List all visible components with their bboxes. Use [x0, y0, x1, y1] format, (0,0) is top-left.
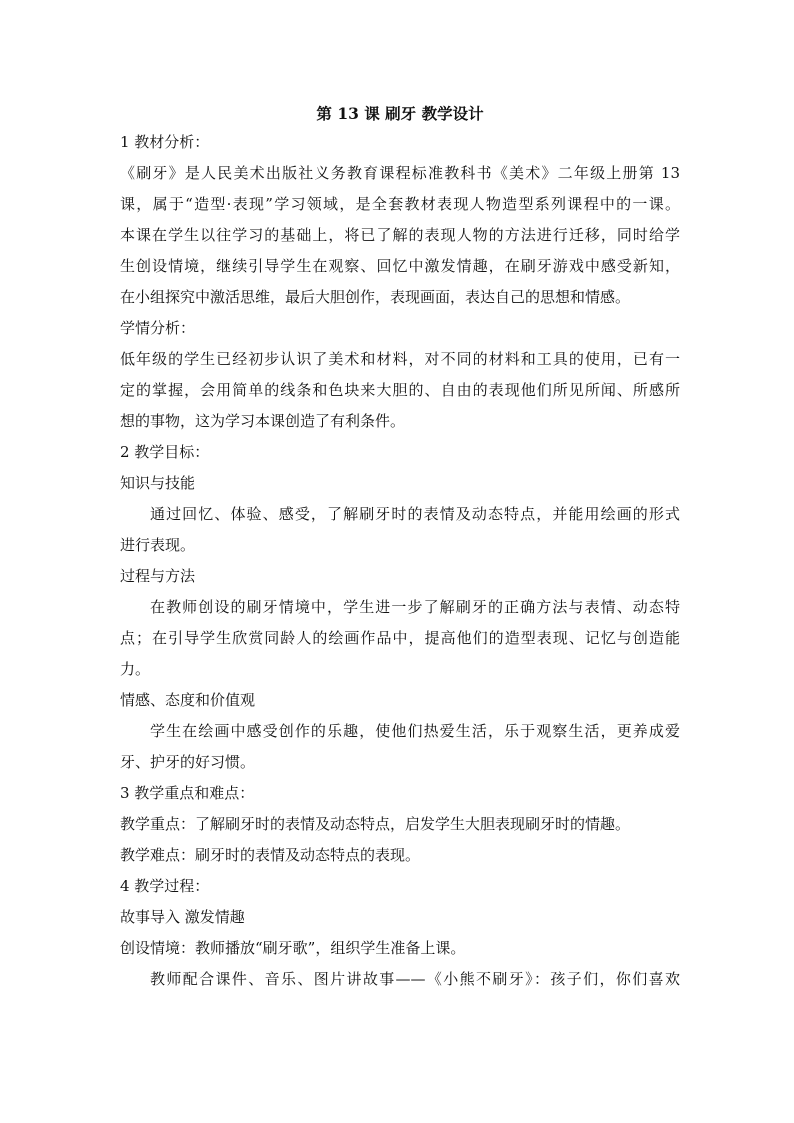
text-line: 定的掌握，会用简单的线条和色块来大胆的、自由的表现他们所见所闻、所感所: [120, 381, 680, 399]
text-line: 教学重点：了解刷牙时的表情及动态特点，启发学生大胆表现刷牙时的情趣。: [120, 815, 631, 833]
text-line: 故事导入 激发情趣: [120, 908, 245, 926]
text-line: 学情分析：: [120, 319, 196, 337]
text-line: 教学难点：刷牙时的表情及动态特点的表现。: [120, 846, 421, 864]
text-line: 1 教材分析：: [120, 133, 210, 151]
text-line: 想的事物，这为学习本课创造了有利条件。: [120, 412, 406, 430]
document-text: [120, 127, 680, 995]
text-line: 3 教学重点和难点：: [120, 784, 255, 802]
text-line: 过程与方法: [120, 567, 196, 585]
text-line: 低年级的学生已经初步认识了美术和材料，对不同的材料和工具的使用，已有一: [120, 350, 680, 368]
text-line: 进行表现。: [120, 536, 196, 554]
text-line: 本课在学生以往学习的基础上，将已了解的表现人物的方法进行迁移，同时给学: [120, 226, 680, 244]
document-title: 第 13 课 刷牙 教学设计: [316, 104, 484, 123]
text-line: 力。: [120, 660, 151, 678]
document-body: [120, 101, 680, 995]
text-line: 创设情境：教师播放“刷牙歌”，组织学生准备上课。: [120, 939, 466, 957]
text-line: 情感、态度和价值观: [120, 691, 256, 709]
text-line: 《刷牙》是人民美术出版社义务教育课程标准教科书《美术》二年级上册第 13: [120, 164, 680, 182]
text-line: 在教师创设的刷牙情境中，学生进一步了解刷牙的正确方法与表情、动态特: [150, 598, 680, 616]
text-line: 点；在引导学生欣赏同龄人的绘画作品中，提高他们的造型表现、记忆与创造能: [120, 629, 680, 647]
text-line: 牙、护牙的好习惯。: [120, 753, 256, 771]
text-line: 4 教学过程：: [120, 877, 210, 895]
text-line: 2 教学目标：: [120, 443, 210, 461]
text-line: 在小组探究中激活思维，最后大胆创作，表现画面，表达自己的思想和情感。: [120, 288, 631, 306]
text-line: 课，属于“造型·表现”学习领域，是全套教材表现人物造型系列课程中的一课。: [120, 195, 680, 213]
text-line: 知识与技能: [120, 474, 196, 492]
text-line: 学生在绘画中感受创作的乐趣，使他们热爱生活，乐于观察生活，更养成爱: [150, 722, 680, 740]
text-line: 通过回忆、体验、感受，了解刷牙时的表情及动态特点，并能用绘画的形式: [150, 505, 680, 523]
text-line: 生创设情境，继续引导学生在观察、回忆中激发情趣，在刷牙游戏中感受新知，: [120, 257, 680, 275]
text-line: 教师配合课件、音乐、图片讲故事——《小熊不刷牙》：孩子们，你们喜欢: [150, 970, 680, 988]
